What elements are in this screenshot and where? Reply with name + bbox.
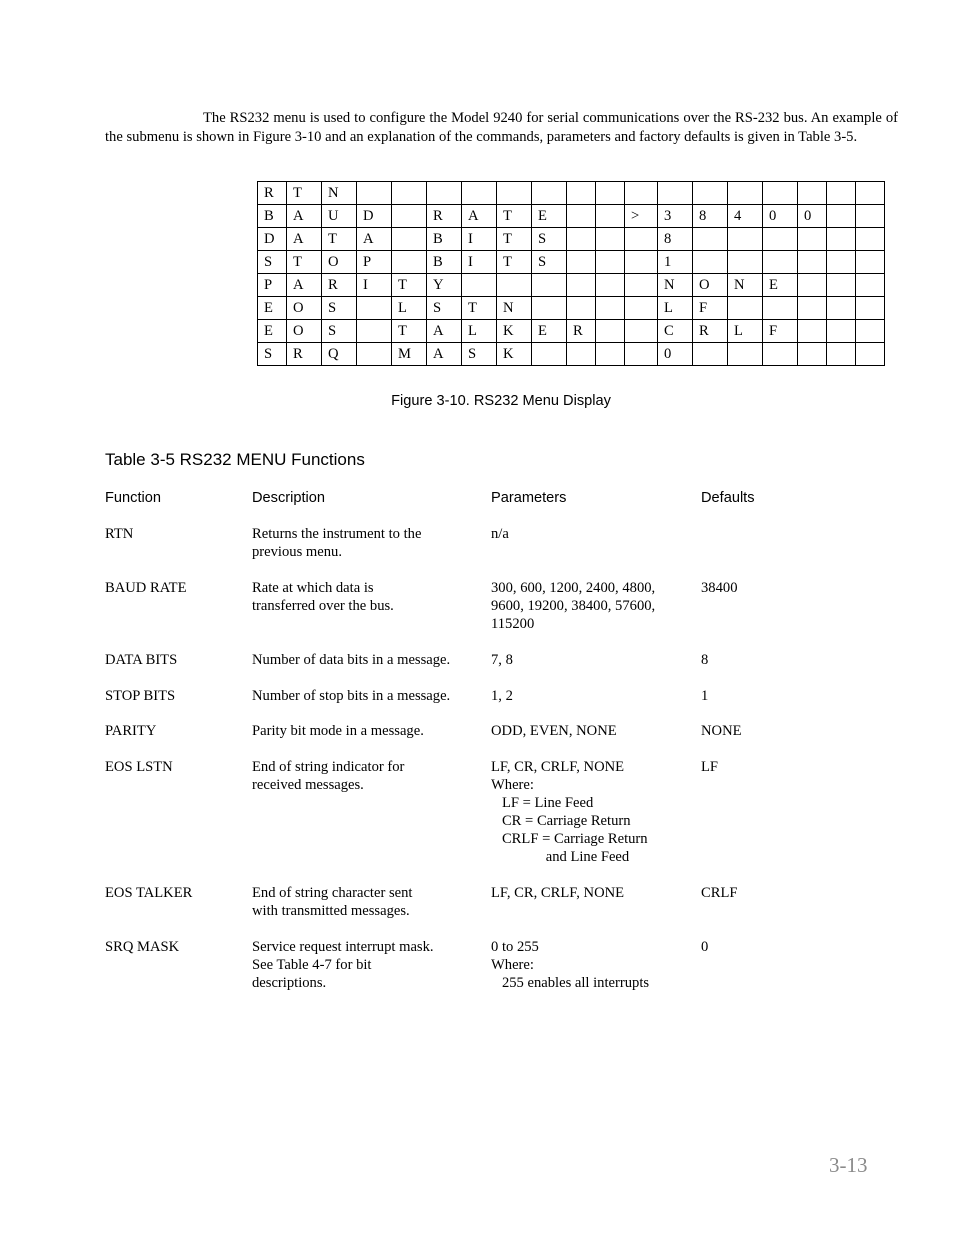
function-description (252, 938, 482, 992)
menu-display-cell (532, 274, 567, 297)
menu-display-cell: E (532, 205, 567, 228)
description-line: transferred over the bus. (252, 598, 394, 614)
menu-display-cell: A (357, 228, 392, 251)
menu-display-cell (596, 182, 625, 205)
menu-display-cell (567, 274, 596, 297)
menu-display-cell (827, 320, 856, 343)
menu-display-cell: S (532, 251, 567, 274)
menu-display-cell (567, 251, 596, 274)
menu-display-cell (827, 251, 856, 274)
menu-display-cell: A (462, 205, 497, 228)
function-default: 0 (701, 939, 709, 955)
menu-display-cell: A (287, 274, 322, 297)
function-parameters (491, 651, 691, 669)
parameter-line: Where: (491, 957, 534, 973)
function-default: NONE (701, 723, 742, 739)
parameter-line: CR = Carriage Return (491, 813, 631, 829)
menu-display-cell (462, 274, 497, 297)
parameter-line: LF, CR, CRLF, NONE (491, 759, 625, 775)
menu-display-cell: 8 (658, 228, 693, 251)
menu-display-cell: R (567, 320, 596, 343)
menu-display-cell: O (287, 320, 322, 343)
menu-display-cell (497, 182, 532, 205)
menu-display-cell: S (322, 297, 357, 320)
menu-display-cell: K (497, 343, 532, 366)
menu-display-cell (827, 274, 856, 297)
menu-display-cell: D (357, 205, 392, 228)
parameter-line: 255 enables all interrupts (491, 975, 650, 991)
description-line: Rate at which data is (252, 580, 374, 596)
menu-display-cell (625, 343, 658, 366)
menu-display-cell (532, 343, 567, 366)
menu-display-cell (625, 251, 658, 274)
menu-display-cell: A (287, 228, 322, 251)
menu-display-cell: T (322, 228, 357, 251)
menu-display-cell (392, 205, 427, 228)
menu-display-row (258, 297, 885, 320)
menu-display-cell: 0 (763, 205, 798, 228)
menu-display-cell: S (462, 343, 497, 366)
menu-display-cell (532, 297, 567, 320)
menu-display-row (258, 343, 885, 366)
parameter-line: Where: (491, 777, 534, 793)
menu-display-cell: L (462, 320, 497, 343)
function-description (252, 722, 482, 740)
menu-display-cell: L (392, 297, 427, 320)
menu-display-cell (693, 251, 728, 274)
menu-display-cell: S (427, 297, 462, 320)
menu-display-cell (856, 320, 885, 343)
menu-display-cell: 3 (658, 205, 693, 228)
menu-display-cell (357, 182, 392, 205)
description-line: Service request interrupt mask. (252, 939, 434, 955)
menu-display-cell (827, 343, 856, 366)
menu-display-cell (567, 297, 596, 320)
menu-display-cell: T (497, 251, 532, 274)
menu-display-cell: T (497, 205, 532, 228)
menu-display-cell: C (658, 320, 693, 343)
menu-display-cell: 8 (693, 205, 728, 228)
parameter-line: 7, 8 (491, 652, 513, 668)
page-number: 3-13 (829, 1153, 868, 1177)
menu-display-cell: > (625, 205, 658, 228)
menu-display-cell: K (497, 320, 532, 343)
figure-caption: Figure 3-10. RS232 Menu Display (391, 393, 611, 409)
menu-display-cell (596, 228, 625, 251)
menu-display-cell (596, 251, 625, 274)
menu-display-cell (392, 228, 427, 251)
menu-display-cell (693, 182, 728, 205)
menu-display-cell (798, 320, 827, 343)
function-parameters (491, 579, 691, 633)
menu-display-cell (497, 274, 532, 297)
menu-display-cell: U (322, 205, 357, 228)
description-line: descriptions. (252, 975, 327, 991)
menu-display-cell: S (258, 343, 287, 366)
menu-display-cell (392, 182, 427, 205)
parameter-line: 300, 600, 1200, 2400, 4800, (491, 580, 656, 596)
menu-display-cell: O (693, 274, 728, 297)
parameter-line: n/a (491, 526, 509, 542)
menu-display-cell (798, 297, 827, 320)
parameter-line: 115200 (491, 616, 535, 632)
column-header-function: Function (105, 490, 161, 506)
menu-display-cell (625, 182, 658, 205)
menu-display-cell (427, 182, 462, 205)
parameter-line: 0 to 255 (491, 939, 539, 955)
function-name: DATA BITS (105, 652, 178, 668)
menu-display-cell: Y (427, 274, 462, 297)
menu-display-cell: F (763, 320, 798, 343)
menu-display-cell: E (532, 320, 567, 343)
menu-display-cell: B (427, 251, 462, 274)
menu-display-cell: T (392, 320, 427, 343)
menu-display-cell: E (258, 297, 287, 320)
menu-display-cell (856, 228, 885, 251)
menu-display-cell: P (258, 274, 287, 297)
menu-display-cell (827, 297, 856, 320)
description-line: with transmitted messages. (252, 903, 410, 919)
menu-display-cell (856, 274, 885, 297)
function-default: 38400 (701, 580, 738, 596)
menu-display-cell: N (658, 274, 693, 297)
menu-display-cell (462, 182, 497, 205)
menu-display-cell (625, 228, 658, 251)
menu-display-cell (798, 251, 827, 274)
menu-display-cell (357, 320, 392, 343)
menu-display-cell: R (322, 274, 357, 297)
menu-display-cell (357, 297, 392, 320)
menu-display-cell: 0 (798, 205, 827, 228)
menu-display-cell (856, 343, 885, 366)
menu-display-cell (728, 228, 763, 251)
function-parameters (491, 758, 691, 866)
parameter-line: and Line Feed (491, 849, 630, 865)
menu-display-cell (856, 251, 885, 274)
menu-display-cell (567, 205, 596, 228)
menu-display-cell: M (392, 343, 427, 366)
parameter-line: 1, 2 (491, 688, 513, 704)
intro-paragraph: The RS232 menu is used to configure the Model 9240 for serial communications over the RS-232 bus. An example of the submenu is shown in Figure 3-10 and an explanation of the commands, parameters and factory defaults is given in Table 3-5. (105, 110, 898, 145)
menu-display-cell (728, 343, 763, 366)
menu-display-cell (827, 205, 856, 228)
function-parameters (491, 525, 691, 543)
menu-display-cell (596, 205, 625, 228)
menu-display-cell (567, 182, 596, 205)
function-name: EOS LSTN (105, 759, 173, 775)
menu-display-cell (357, 343, 392, 366)
menu-display-cell (763, 228, 798, 251)
menu-display-cell (596, 274, 625, 297)
function-description (252, 687, 482, 705)
function-default: LF (701, 759, 719, 775)
menu-display-row (258, 251, 885, 274)
menu-display-cell (728, 182, 763, 205)
menu-display-cell (625, 274, 658, 297)
function-description (252, 525, 482, 561)
menu-display-cell (827, 228, 856, 251)
menu-display-cell (798, 274, 827, 297)
menu-display-cell: T (287, 251, 322, 274)
menu-display-cell (625, 320, 658, 343)
menu-display-row (258, 274, 885, 297)
menu-display-cell: T (497, 228, 532, 251)
function-name: BAUD RATE (105, 580, 187, 596)
menu-display-cell: T (392, 274, 427, 297)
menu-display-cell: R (427, 205, 462, 228)
menu-display-cell (856, 297, 885, 320)
menu-display-cell: L (728, 320, 763, 343)
menu-display-cell (763, 182, 798, 205)
parameter-line: LF, CR, CRLF, NONE (491, 885, 625, 901)
parameter-line: 9600, 19200, 38400, 57600, (491, 598, 656, 614)
menu-display-cell: A (427, 320, 462, 343)
description-line: Parity bit mode in a message. (252, 723, 424, 739)
function-default: CRLF (701, 885, 738, 901)
menu-display-cell (532, 182, 567, 205)
description-line: See Table 4-7 for bit (252, 957, 372, 973)
menu-display-row (258, 320, 885, 343)
function-parameters (491, 938, 691, 992)
menu-display-cell: 4 (728, 205, 763, 228)
menu-display-cell (728, 251, 763, 274)
description-line: Number of stop bits in a message. (252, 688, 451, 704)
menu-display-cell (763, 343, 798, 366)
parameter-line: ODD, EVEN, NONE (491, 723, 617, 739)
menu-display-cell (798, 343, 827, 366)
function-name: STOP BITS (105, 688, 176, 704)
menu-display-cell: I (462, 228, 497, 251)
menu-display-cell: S (258, 251, 287, 274)
function-name: RTN (105, 526, 134, 542)
function-default: 8 (701, 652, 709, 668)
parameter-line: CRLF = Carriage Return (491, 831, 648, 847)
description-line: End of string indicator for (252, 759, 405, 775)
function-description (252, 579, 482, 615)
menu-display-cell: D (258, 228, 287, 251)
menu-display-cell (856, 182, 885, 205)
menu-display-cell (856, 205, 885, 228)
menu-display-cell: O (322, 251, 357, 274)
menu-display-cell: R (693, 320, 728, 343)
menu-display-cell: 0 (658, 343, 693, 366)
function-default: 1 (701, 688, 709, 704)
menu-display-cell: O (287, 297, 322, 320)
menu-display-row (258, 182, 885, 205)
menu-display-cell (798, 182, 827, 205)
menu-display-row (258, 205, 885, 228)
menu-display-cell: I (462, 251, 497, 274)
menu-display-cell: R (258, 182, 287, 205)
column-header-parameters: Parameters (491, 490, 567, 506)
menu-display-row (258, 228, 885, 251)
description-line: received messages. (252, 777, 364, 793)
function-description (252, 758, 482, 794)
menu-display-cell: S (532, 228, 567, 251)
menu-display-cell (763, 251, 798, 274)
menu-display-cell: I (357, 274, 392, 297)
menu-display-cell (625, 297, 658, 320)
description-line: Returns the instrument to the (252, 526, 422, 542)
function-parameters (491, 884, 691, 902)
menu-display-cell (596, 343, 625, 366)
function-description (252, 884, 482, 920)
parameter-line: LF = Line Feed (491, 795, 594, 811)
description-line: End of string character sent (252, 885, 413, 901)
column-header-description: Description (252, 490, 325, 506)
menu-display-cell: T (462, 297, 497, 320)
function-name: EOS TALKER (105, 885, 193, 901)
menu-display-cell (728, 297, 763, 320)
menu-display-cell (827, 182, 856, 205)
menu-display-cell: Q (322, 343, 357, 366)
menu-display-cell: A (287, 205, 322, 228)
menu-display-cell: E (763, 274, 798, 297)
menu-display-cell (693, 343, 728, 366)
function-name: SRQ MASK (105, 939, 180, 955)
menu-display-cell (567, 343, 596, 366)
function-name: PARITY (105, 723, 157, 739)
menu-display-cell (798, 228, 827, 251)
function-description (252, 651, 482, 669)
description-line: previous menu. (252, 544, 342, 560)
menu-display-cell (392, 251, 427, 274)
menu-display-cell: N (728, 274, 763, 297)
menu-display-cell: B (258, 205, 287, 228)
menu-display-cell: F (693, 297, 728, 320)
menu-display-cell: T (287, 182, 322, 205)
menu-display-cell: E (258, 320, 287, 343)
menu-display-cell (567, 228, 596, 251)
menu-display-cell: 1 (658, 251, 693, 274)
menu-display-cell (596, 297, 625, 320)
function-parameters (491, 722, 691, 740)
menu-display-cell: P (357, 251, 392, 274)
menu-display-cell (658, 182, 693, 205)
menu-display-cell (693, 228, 728, 251)
menu-display-cell (596, 320, 625, 343)
menu-display-cell: N (497, 297, 532, 320)
menu-display-cell (763, 297, 798, 320)
menu-display-cell: R (287, 343, 322, 366)
menu-display-cell: N (322, 182, 357, 205)
menu-display-cell: B (427, 228, 462, 251)
column-header-defaults: Defaults (701, 490, 755, 506)
menu-display-cell: S (322, 320, 357, 343)
menu-display-cell: L (658, 297, 693, 320)
rs232-menu-display (257, 181, 885, 366)
function-parameters (491, 687, 691, 705)
menu-display-cell: A (427, 343, 462, 366)
description-line: Number of data bits in a message. (252, 652, 451, 668)
table-title: Table 3-5 RS232 MENU Functions (105, 450, 365, 469)
